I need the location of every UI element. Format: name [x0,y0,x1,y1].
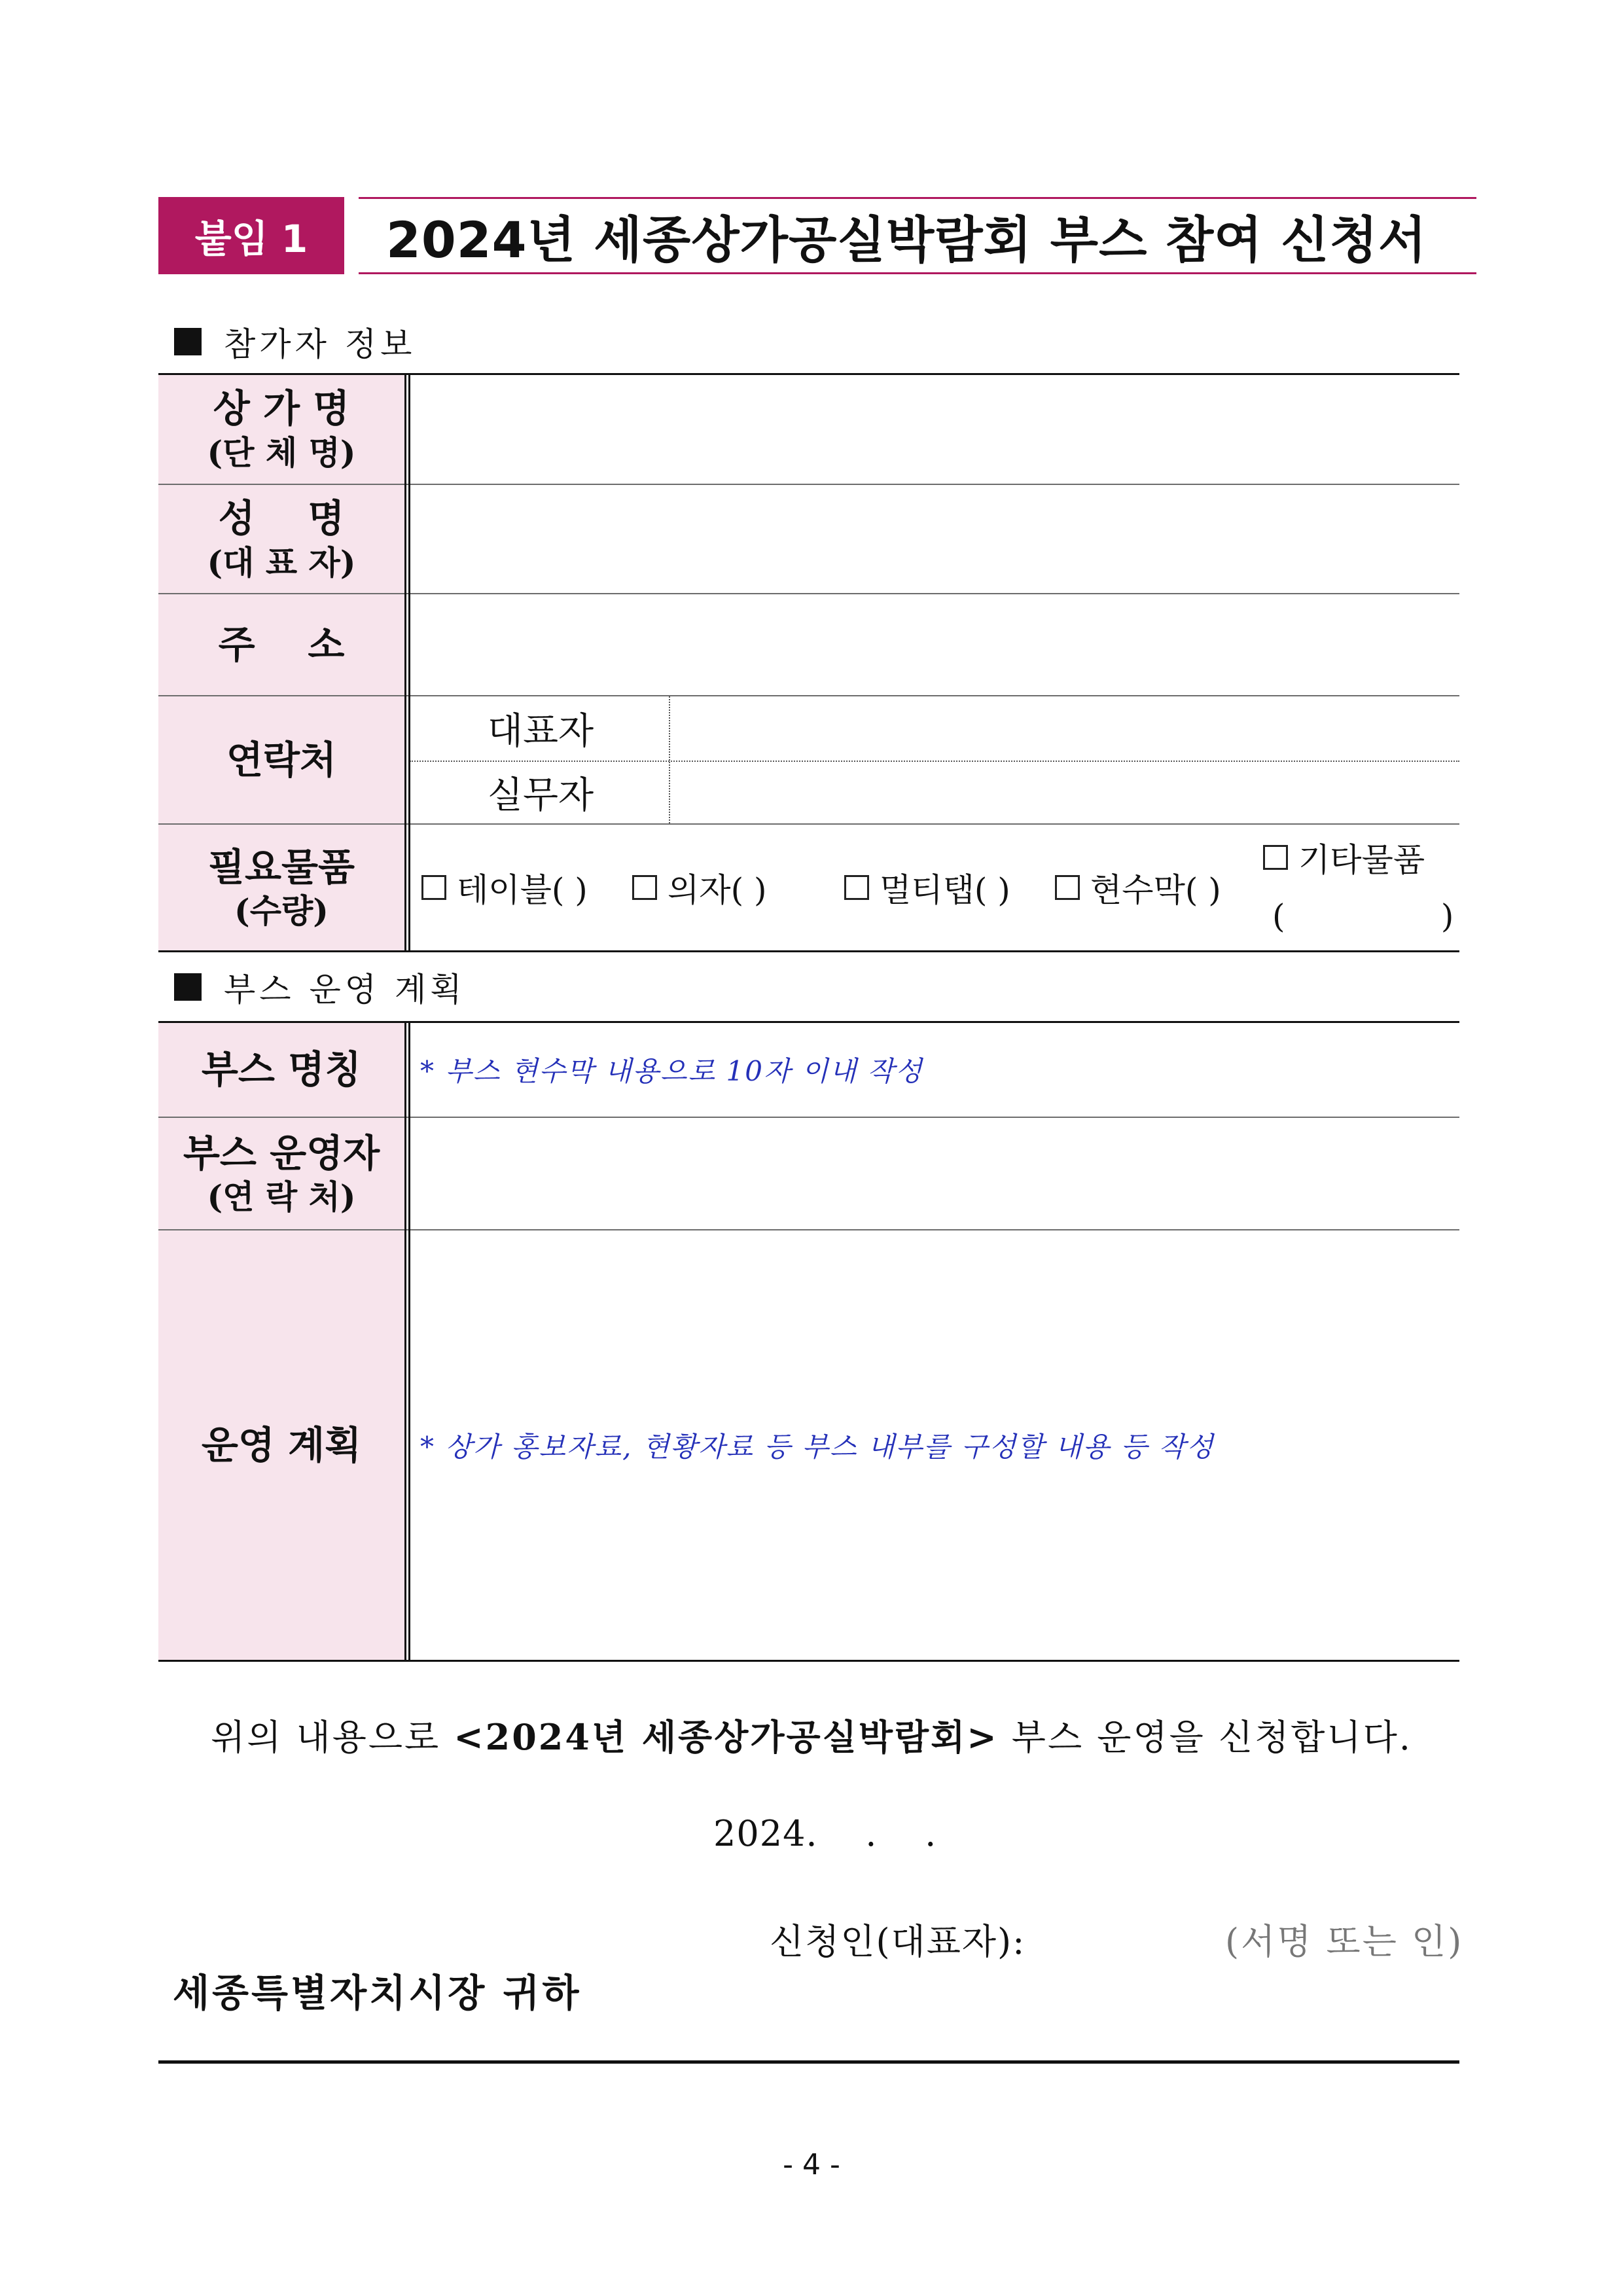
checkbox-icon[interactable] [632,875,657,900]
address-label [158,594,404,695]
applicant-label: 신청인(대표자): [770,1921,1026,1962]
checkbox-icon[interactable] [844,875,869,900]
contact-representative-field[interactable] [671,696,1459,761]
name-label-sub: (대 표 자) [207,543,356,582]
operation-plan-field[interactable] [420,1230,1459,1660]
declaration-text [0,1710,1623,1760]
supply-other-label: 기타물품 [1298,841,1425,879]
contact-label-main: 연락처 [226,737,337,782]
recipient: 세종특별자치시장 귀하 [173,1971,582,2015]
operation-plan-label-main: 운영 계획 [201,1422,362,1467]
page-number: - 4 - [783,2148,840,2181]
contact-staff-field[interactable] [671,762,1459,823]
section-booth-heading [174,966,466,1008]
section-participant-heading [174,321,416,363]
supply-powerstrip-label: 멀티탭( ) [880,871,1010,909]
form-title: 2024년 세종상가공실박람회 부스 참여 신청서 [386,210,1427,269]
signature-placeholder[interactable]: (서명 또는 인) [1225,1921,1464,1962]
booth-operator-label-main: 부스 운영자 [183,1130,380,1175]
booth-name-label-main: 부스 명칭 [201,1047,362,1092]
supply-other-checkbox[interactable] [1263,836,1425,878]
operation-plan-label [158,1230,404,1660]
label-divider-line [408,1022,410,1661]
section-participant-title: 참가자 정보 [224,325,416,363]
declaration-suffix: 부스 운영을 신청합니다. [998,1717,1412,1758]
operation-plan-note: * 상가 홍보자료, 현황자료 등 부스 내부를 구성할 내용 등 작성 [420,1431,1215,1463]
store-name-label-main: 상 가 명 [213,386,350,431]
store-name-label-sub: (단 체 명) [207,433,356,472]
table1-bottom-border [158,950,1459,952]
name-label [158,485,404,593]
booth-name-note: * 부스 현수막 내용으로 10자 이내 작성 [420,1055,923,1087]
booth-operator-field[interactable] [412,1118,1459,1229]
booth-name-label [158,1022,404,1117]
footer-rule [158,2060,1459,2064]
contact-representative-label: 대표자 [487,710,594,753]
address-label-main: 주 소 [218,622,345,667]
label-divider-line [404,1022,406,1661]
checkbox-icon[interactable] [1263,845,1288,870]
application-date[interactable]: 2024. . . [713,1813,937,1854]
contact-staff-label: 실무자 [487,774,594,817]
square-bullet-icon [174,973,202,1001]
title-bottom-line [359,272,1476,274]
booth-operator-label [158,1118,404,1229]
label-divider-line [408,374,410,952]
booth-name-field[interactable] [420,1022,1459,1117]
section-booth-title: 부스 운영 계획 [224,971,466,1009]
attachment-badge: 붙임 1 [158,197,344,274]
contact-label [158,696,404,823]
supplies-label-sub: (수량) [234,891,329,930]
name-label-main: 성 명 [218,496,345,541]
store-name-label [158,374,404,484]
square-bullet-icon [174,328,202,355]
supply-table-label: 테이블( ) [457,871,588,909]
declaration-prefix: 위의 내용으로 [211,1717,454,1758]
supply-chair-label: 의자( ) [668,871,767,909]
name-field[interactable] [412,485,1459,593]
table2-bottom-border [158,1660,1459,1662]
supplies-label [158,825,404,950]
supply-other-quantity[interactable]: ( ) [1272,897,1454,935]
address-field[interactable] [412,594,1459,695]
checkbox-icon[interactable] [421,875,446,900]
supply-table-checkbox[interactable] [421,867,588,908]
checkbox-icon[interactable] [1055,875,1080,900]
label-divider-line [404,374,406,952]
supply-banner-label: 현수막( ) [1090,871,1221,909]
declaration-event: <2024년 세종상가공실박람회> [454,1716,999,1758]
supply-powerstrip-checkbox[interactable] [844,867,1010,908]
store-name-field[interactable] [412,374,1459,484]
supplies-label-main: 필요물품 [207,844,355,889]
supply-chair-checkbox[interactable] [632,867,767,908]
booth-operator-label-sub: (연 락 처) [207,1177,356,1216]
supply-banner-checkbox[interactable] [1055,867,1221,908]
contact-dotted-vertical [669,696,670,823]
